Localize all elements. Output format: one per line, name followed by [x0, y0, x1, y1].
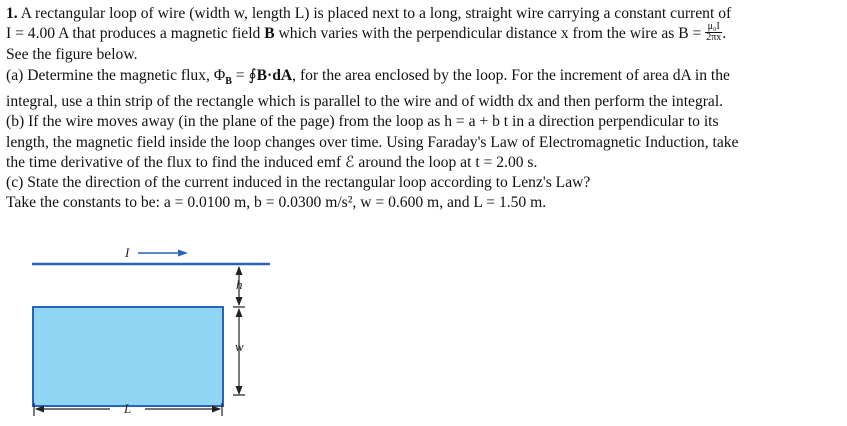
field-period: . — [722, 25, 727, 43]
rectangular-loop — [33, 307, 223, 406]
field-denominator: 2πx — [706, 32, 722, 44]
current-label: I — [125, 245, 130, 260]
part-a-line-2: integral, use a thin strip of the rectangle which is parallel to the wire and of width dx and then perform the integral. — [6, 93, 724, 110]
part-a-line-1 — [6, 66, 842, 92]
flux-text: (a) Determine the magnetic flux, Φ — [6, 66, 226, 84]
h-bottom-arrow-icon — [236, 297, 243, 306]
problem-text — [6, 4, 842, 214]
w-bottom-arrow-icon — [236, 386, 243, 395]
problem-intro: A rectangular loop of wire (width w, length L) is placed next to a long, straight wire carrying a constant current of — [20, 5, 732, 22]
h-label: h — [236, 277, 243, 292]
w-label: w — [235, 339, 244, 354]
part-b-line-2: length, the magnetic field inside the loop changes over time. Using Faraday's Law of Electromagnetic Induction, take — [6, 133, 739, 151]
constants: Take the constants to be: a = 0.0100 m, b = 0.0300 m/s², w = 0.600 m, and L = 1.50 m. — [6, 194, 547, 212]
field-symbol: B — [264, 25, 275, 43]
problem-number: 1. — [6, 5, 18, 22]
w-top-arrow-icon — [236, 308, 243, 317]
flux-integrand: B·dA — [256, 66, 293, 84]
part-c: (c) State the direction of the current induced in the rectangular loop according to Lenz's Law? — [6, 174, 591, 192]
flux-integral: = ∮ — [231, 66, 257, 84]
part-b-line-1: (b) If the wire moves away (in the plane of the page) from the loop as h = a + b t in a direction perpendicular to its — [6, 113, 719, 131]
field-formula — [705, 22, 722, 43]
L-label: L — [124, 401, 132, 416]
field-numerator: μ₀I — [705, 22, 722, 33]
h-top-arrow-icon — [236, 266, 243, 275]
see-figure: See the figure below. — [6, 46, 138, 64]
loop-figure — [0, 230, 300, 426]
problem-line-2 — [6, 21, 842, 45]
flux-rest: , for the area enclosed by the loop. For the increment of area dA in the — [292, 66, 730, 84]
flux-subscript: B — [225, 75, 232, 87]
current-arrow-icon — [178, 250, 188, 257]
field-description: which varies with the perpendicular distance x from the wire as B = — [274, 25, 702, 43]
part-b-line-3: the time derivative of the flux to find the induced emf ℰ around the loop at t = 2.00 s. — [6, 153, 538, 171]
current-statement: I = 4.00 A that produces a magnetic field — [6, 25, 265, 43]
